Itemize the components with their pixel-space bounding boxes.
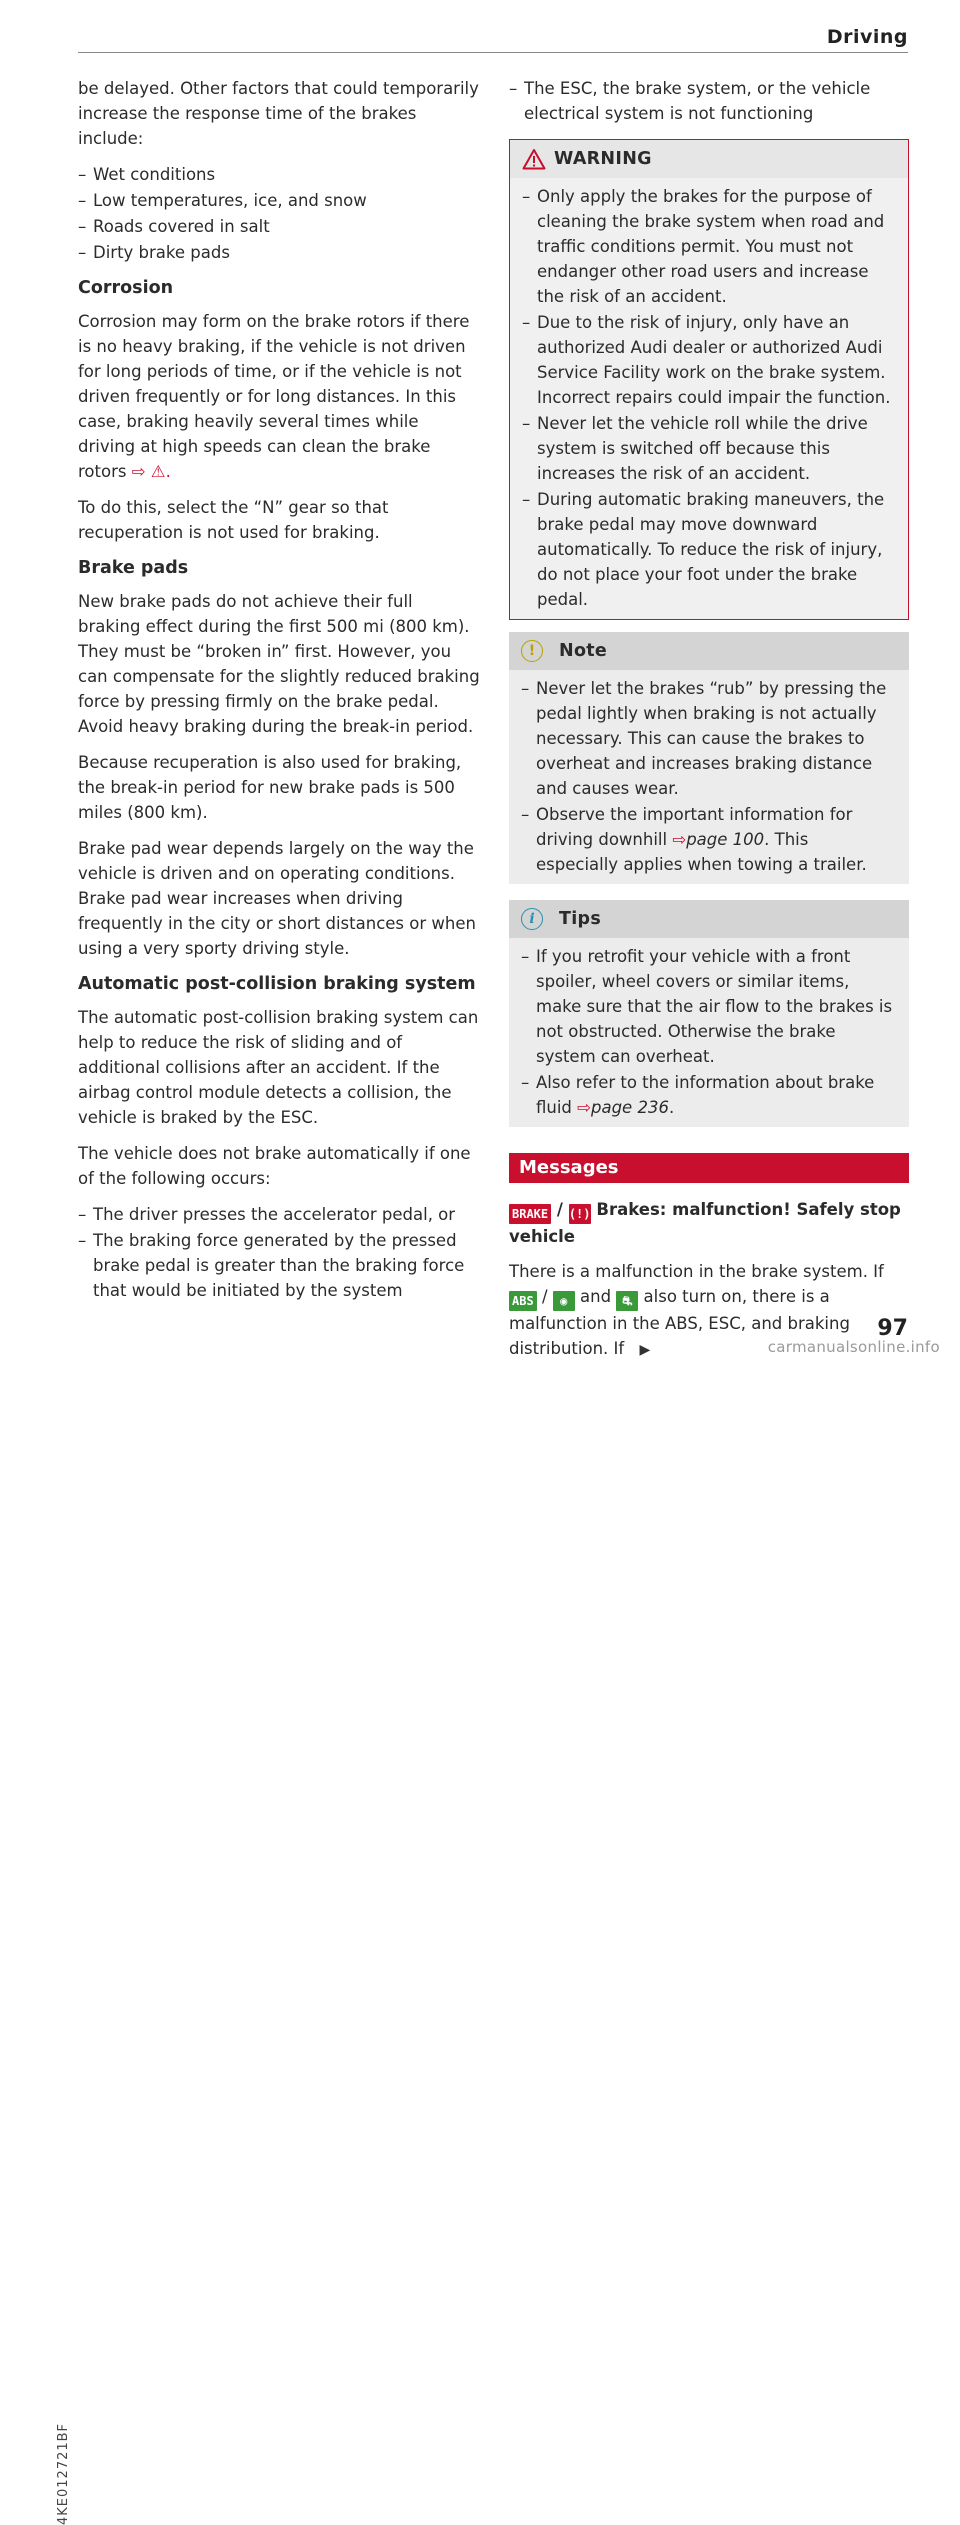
side-code-wrapper [26,1300,71,2525]
paragraph-post-1: The automatic post-collision braking system can help to reduce the risk of sliding and of additional collisions after an accident. If the airbag control module detects a collision, the vehicle is braked by the ESC. [78,1008,479,1127]
note-circle-icon: ! [521,640,543,662]
list-item: – If you retrofit your vehicle with a front spoiler, wheel covers or similar items, make sure that the air flow to the brakes is not obstructed. Otherwise the brake system can overheat. [521,944,895,1069]
conditions-list [78,162,480,265]
heading-brake-pads: Brake pads [78,558,189,578]
tips-list [521,944,895,1120]
paragraph-pads-2: Because recuperation is also used for braking, the break-in period for new brake pads is 500 miles (800 km). [78,753,462,822]
esc-lamp-icon: ⛐ [616,1291,638,1311]
reference-arrow-icon[interactable]: ⇨ [672,830,687,849]
paragraph-pads-1: New brake pads do not achieve their full braking effect during the first 500 mi (800 km). They must be “broken in” first. However, you can compensate for the slightly reduced braking force by pressing firmly on the brake pedal. Avoid heavy braking during the break-in period. [78,592,480,736]
reference-arrow-icon[interactable]: ⇨ [577,1098,591,1117]
warning-box [509,139,909,620]
heading-corrosion: Corrosion [78,278,174,298]
page-reference-link[interactable]: page 100 [686,830,765,849]
tips-box [509,900,909,1127]
list-item: – Only apply the brakes for the purpose of cleaning the brake system when road and traffic conditions permit. You must not endanger other road users and increase the risk of an accident. [522,184,894,309]
note-box [509,632,909,884]
left-column [78,76,480,1314]
continue-arrow-icon: ▶ [639,1342,651,1358]
warning-title: WARNING [554,149,652,169]
list-item: – The braking force generated by the pressed brake pedal is greater than the braking force that would be initiated by the system [78,1228,480,1303]
no-brake-conditions-list [78,1202,480,1303]
document-code: 4KE012721BF [56,2422,71,2525]
note-header [509,632,909,670]
list-item: – Roads covered in salt [78,214,480,239]
brake-lamp-icon: BRAKE [509,1204,551,1224]
paragraph-pads-3: Brake pad wear depends largely on the way the vehicle is driven and on operating conditions. Brake pad wear increases when driving frequently in the city or short distances or when using a very sporty driving style. [78,839,476,958]
paragraph-gear: To do this, select the “N” gear so that recuperation is not used for braking. [78,498,389,542]
warning-header [510,140,908,178]
message-heading: BRAKE / (!) Brakes: malfunction! Safely stop vehicle [509,1200,901,1246]
list-item: – Never let the vehicle roll while the drive system is switched off because this increases the risk of an accident. [522,411,894,486]
abs-lamp-icon: ABS [509,1291,537,1311]
header-divider [78,52,908,53]
warning-body [510,178,908,619]
info-circle-icon: i [521,908,543,930]
abs-circle-lamp-icon: ◉ [553,1291,575,1311]
paragraph-message: There is a malfunction in the brake system. If ABS / ◉ and ⛐ also turn on, there is a malfunction in the ABS, ESC, and braking distribution. If ▶ [509,1262,884,1358]
right-column [509,76,909,1374]
note-title: Note [559,641,608,661]
note-body [509,670,909,884]
warning-list [522,184,894,612]
list-item: – Dirty brake pads [78,240,480,265]
brake-warning-lamp-icon: (!) [569,1204,591,1224]
page-header-title: Driving [826,26,908,48]
note-list [521,676,895,877]
list-item: – Never let the brakes “rub” by pressing the pedal lightly when braking is not actually necessary. This can cause the brakes to overheat and increases braking distance and causes wear. [521,676,895,801]
list-item: – Due to the risk of injury, only have an authorized Audi dealer or authorized Audi Service Facility work on the brake system. Incorrect repairs could impair the function. [522,310,894,410]
tips-title: Tips [559,909,602,929]
paragraph-delay: be delayed. Other factors that could temporarily increase the response time of the brakes include: [78,79,479,148]
list-item: – The driver presses the accelerator pedal, or [78,1202,480,1227]
list-item: – Low temperatures, ice, and snow [78,188,480,213]
list-item: – The ESC, the brake system, or the vehicle electrical system is not functioning [509,76,909,126]
top-list [509,76,909,126]
warning-triangle-icon [522,148,546,170]
tips-header [509,900,909,938]
page-reference-link[interactable]: page 236 [591,1098,669,1117]
list-item: – Wet conditions [78,162,480,187]
watermark: carmanualsonline.info [767,1338,940,1356]
list-item: – Observe the important information for driving downhill ⇨page 100. This especially applies when towing a trailer. [521,802,895,877]
list-item: – During automatic braking maneuvers, the brake pedal may move downward automatically. To reduce the risk of injury, do not place your foot under the brake pedal. [522,487,894,612]
messages-section-title: Messages [509,1153,909,1183]
reference-arrow-icon[interactable]: ⇨ ⚠. [131,462,171,481]
paragraph-corrosion: Corrosion may form on the brake rotors if there is no heavy braking, if the vehicle is not driven for long periods of time, or if the vehicle is not driven frequently or for long distances. In this case, braking heavily several times while driving at high speeds can clean the brake rotors ⇨ ⚠. [78,312,470,481]
page-number: 97 [877,1316,908,1341]
tips-body [509,938,909,1127]
paragraph-post-2: The vehicle does not brake automatically if one of the following occurs: [78,1144,471,1188]
list-item: – Also refer to the information about brake fluid ⇨page 236. [521,1070,895,1120]
heading-post-collision: Automatic post-collision braking system [78,974,476,994]
